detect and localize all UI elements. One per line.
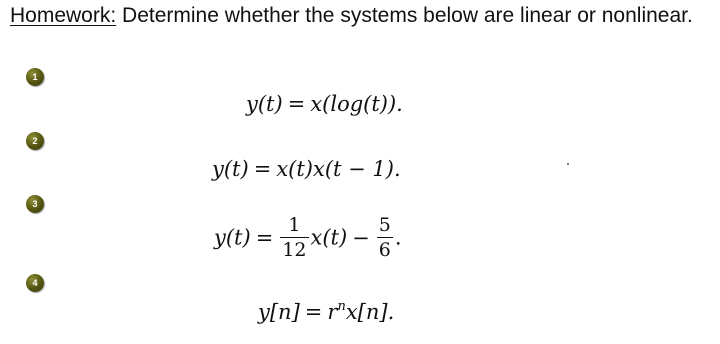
equation-2-lhs: y(t) xyxy=(212,157,249,181)
equation-4-rhs: x[n]. xyxy=(345,300,395,324)
fraction-numerator: 5 xyxy=(378,214,391,236)
bullet-1: 1 xyxy=(26,68,44,86)
equation-4-lhs: y[n] xyxy=(258,300,300,324)
homework-instruction: Determine whether the systems below are linear or nonlinear. xyxy=(116,4,693,27)
equation-3 xyxy=(214,214,402,261)
fraction-denominator: 12 xyxy=(282,239,307,261)
homework-prompt xyxy=(10,4,716,28)
equation-1-lhs: y(t) xyxy=(246,92,283,116)
equation-2-rhs: x(t)x(t − 1). xyxy=(276,157,401,181)
equals-sign: = xyxy=(304,300,323,324)
bullet-2: 2 xyxy=(26,132,44,150)
equals-sign: = xyxy=(255,225,274,250)
equation-4-exponent: n xyxy=(337,299,346,314)
fraction-one-twelfth xyxy=(280,214,308,261)
fraction-denominator: 6 xyxy=(378,239,391,261)
homework-label: Homework: xyxy=(10,4,117,27)
equation-1-rhs: x(log(t)). xyxy=(310,92,403,116)
equation-3-lhs: y(t) xyxy=(214,225,251,250)
fraction-five-sixths xyxy=(377,214,393,261)
equation-2 xyxy=(212,155,401,183)
equation-3-term: x(t) xyxy=(310,225,348,250)
equation-4 xyxy=(258,298,394,326)
minus-sign: − xyxy=(352,225,370,250)
equation-4-base: r xyxy=(327,300,338,324)
equals-sign: = xyxy=(253,157,272,181)
bullet-4: 4 xyxy=(26,274,44,292)
stray-dot xyxy=(567,163,569,165)
fraction-numerator: 1 xyxy=(280,214,308,238)
equation-3-period: . xyxy=(394,225,402,250)
equals-sign: = xyxy=(287,92,306,116)
equation-1 xyxy=(246,90,403,118)
bullet-3: 3 xyxy=(26,195,44,213)
